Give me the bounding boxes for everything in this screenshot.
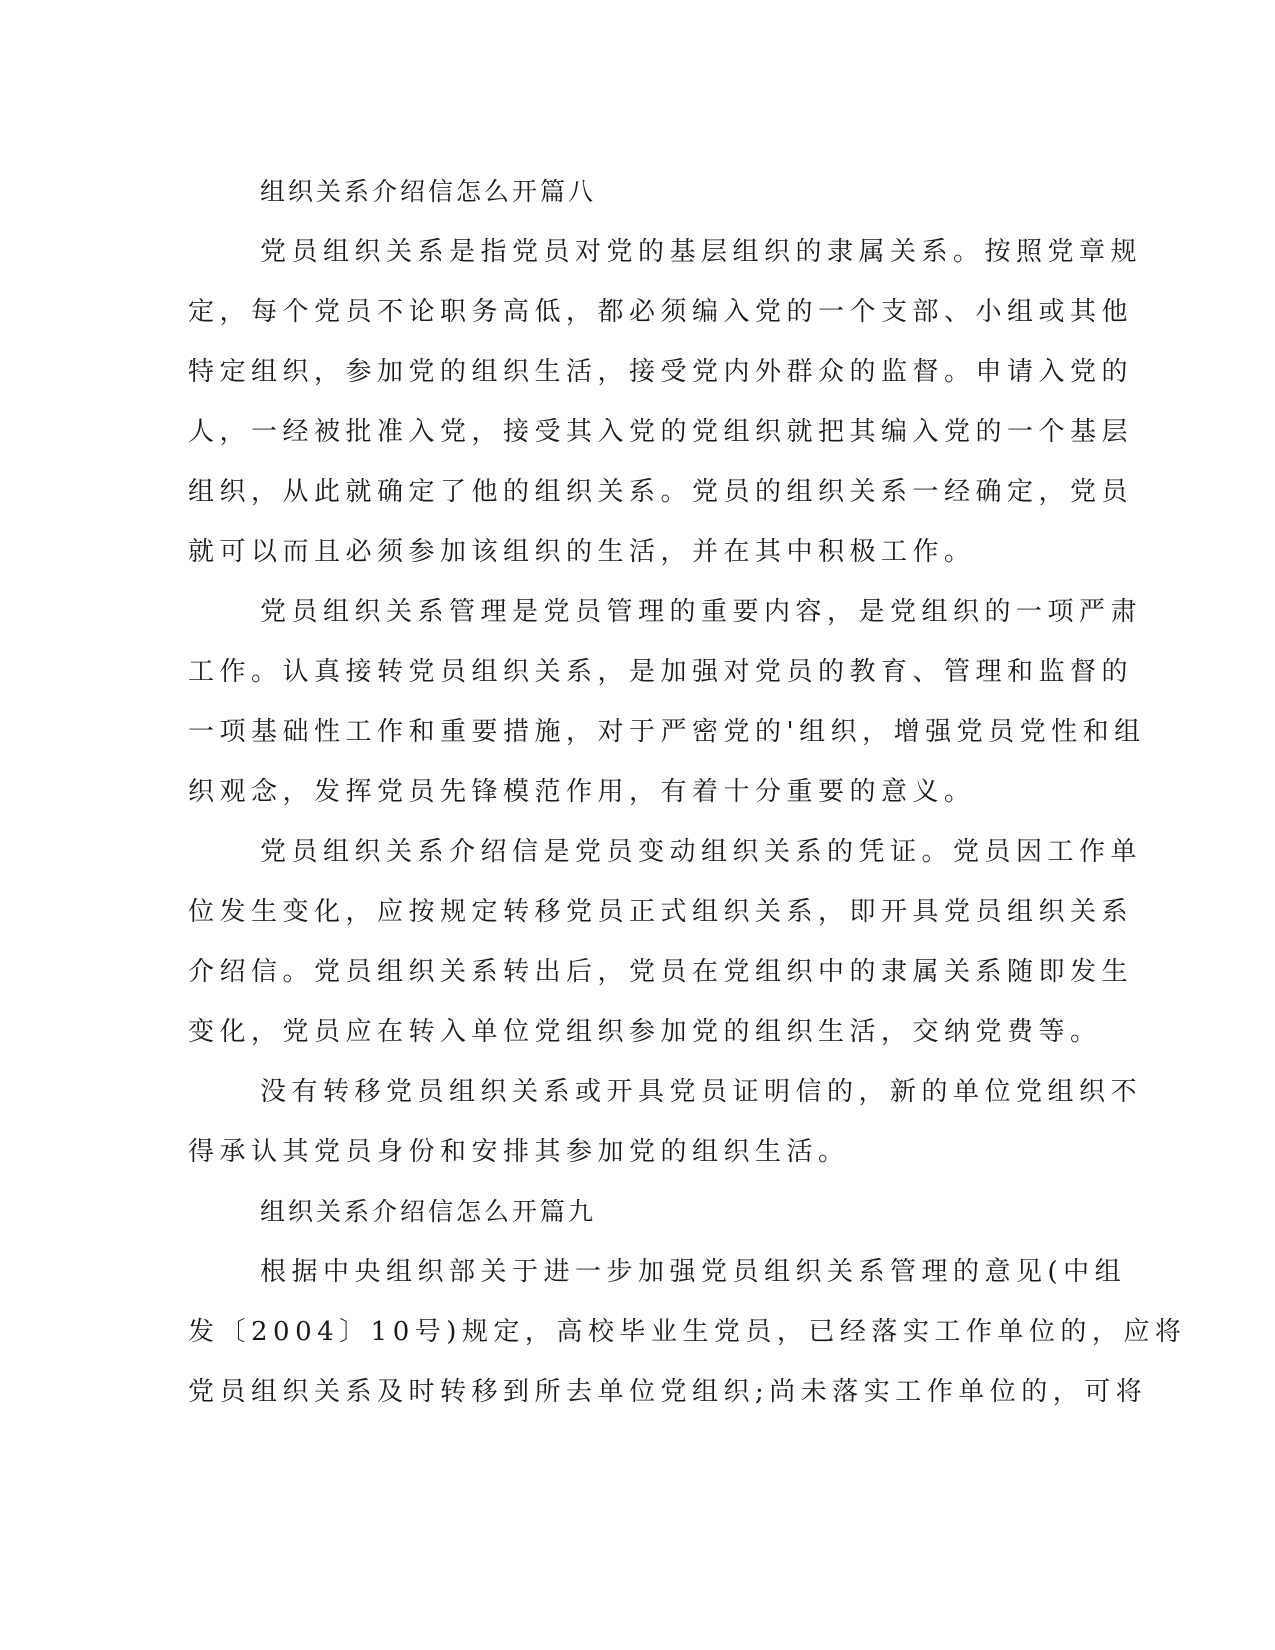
paragraph-3-line: 变化，党员应在转入单位党组织参加党的组织生活，交纳党费等。 — [188, 1017, 1102, 1047]
paragraph-5-line: 发〔2004〕10号)规定，高校毕业生党员，已经落实工作单位的，应将 — [188, 1317, 1187, 1347]
section-heading-8: 组织关系介绍信怎么开篇八 — [260, 177, 597, 206]
paragraph-1-line: 就可以而且必须参加该组织的生活，并在其中积极工作。 — [188, 537, 976, 567]
paragraph-4-line: 没有转移党员组织关系或开具党员证明信的，新的单位党组织不 — [260, 1077, 1143, 1107]
paragraph-1-line: 党员组织关系是指党员对党的基层组织的隶属关系。按照党章规 — [260, 237, 1143, 267]
paragraph-2-line: 党员组织关系管理是党员管理的重要内容，是党组织的一项严肃 — [260, 597, 1143, 627]
paragraph-5-line: 党员组织关系及时转移到所去单位党组织;尚未落实工作单位的，可将 — [188, 1377, 1148, 1407]
paragraph-4-line: 得承认其党员身份和安排其参加党的组织生活。 — [188, 1137, 850, 1167]
paragraph-2-line: 工作。认真接转党员组织关系，是加强对党员的教育、管理和监督的 — [188, 657, 1134, 687]
paragraph-1-line: 人，一经被批准入党，接受其入党的党组织就把其编入党的一个基层 — [188, 417, 1134, 447]
paragraph-3-line: 位发生变化，应按规定转移党员正式组织关系，即开具党员组织关系 — [188, 897, 1134, 927]
paragraph-1-line: 特定组织，参加党的组织生活，接受党内外群众的监督。申请入党的 — [188, 357, 1134, 387]
paragraph-3-line: 介绍信。党员组织关系转出后，党员在党组织中的隶属关系随即发生 — [188, 957, 1134, 987]
document-body — [188, 162, 1187, 1422]
paragraph-1-line: 定，每个党员不论职务高低，都必须编入党的一个支部、小组或其他 — [188, 297, 1134, 327]
paragraph-2-line: 一项基础性工作和重要措施，对于严密党的'组织，增强党员党性和组 — [188, 717, 1146, 747]
paragraph-5-line: 根据中央组织部关于进一步加强党员组织关系管理的意见(中组 — [260, 1257, 1127, 1287]
section-heading-9: 组织关系介绍信怎么开篇九 — [260, 1197, 597, 1226]
paragraph-2-line: 织观念，发挥党员先锋模范作用，有着十分重要的意义。 — [188, 777, 976, 807]
paragraph-3-line: 党员组织关系介绍信是党员变动组织关系的凭证。党员因工作单 — [260, 837, 1143, 867]
paragraph-1-line: 组织，从此就确定了他的组织关系。党员的组织关系一经确定，党员 — [188, 477, 1134, 507]
